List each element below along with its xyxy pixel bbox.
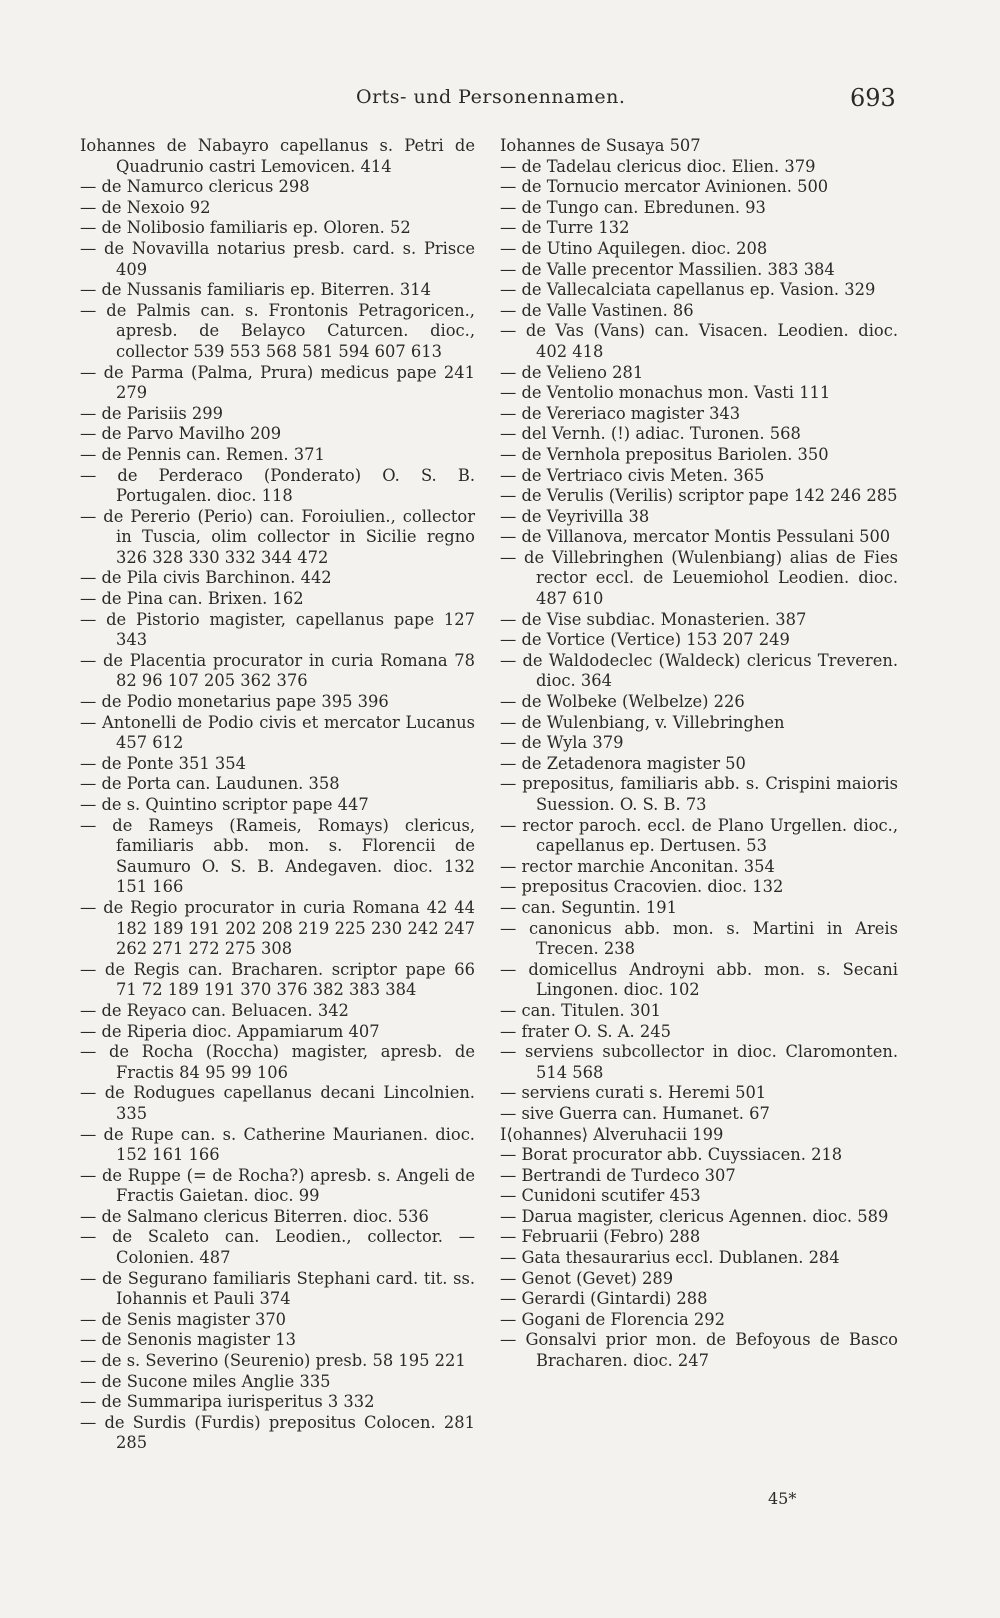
index-entry: — de Pila civis Barchinon. 442 [80,568,332,588]
index-entry: — Gonsalvi prior mon. de Befoyous de Basco Bracharen. dioc. 247 [500,1330,898,1371]
index-entry: — de Palmis can. s. Frontonis Petragoricen., apresb. de Belayco Caturcen. dioc., collector 539 553 568 581 594 607 613 [80,300,475,361]
index-entry: — de Scaleto can. Leodien., collector. — Colonien. 487 [80,1227,475,1268]
index-entry: — Gogani de Florencia 292 [500,1309,725,1329]
index-entry: — de Tornucio mercator Avinionen. 500 [500,177,829,197]
index-entry: — de Rameys (Rameis, Romays) clericus, familiaris abb. mon. s. Florencii de Saumuro O. S. B. Andegaven. dioc. 132 151 166 [80,815,475,897]
page-header [0,86,1000,116]
index-entry: — de Wulenbiang, v. Villebringhen [500,712,785,732]
index-entry: — de Namurco clericus 298 [80,177,310,197]
index-entry: — can. Seguntin. 191 [500,897,677,917]
index-entry: — de Vallecalciata capellanus ep. Vasion. 329 [500,280,876,300]
signature-mark: 45* [768,1489,797,1508]
index-entry: — de Regis can. Bracharen. scriptor pape 66 71 72 189 191 370 376 382 383 384 [80,959,475,1000]
index-entry: — de Vereriaco magister 343 [500,403,741,423]
index-entry: — de Vernhola prepositus Bariolen. 350 [500,444,829,464]
index-entry: — de Rocha (Roccha) magister, apresb. de Fractis 84 95 99 106 [80,1042,475,1082]
index-entry: — de Tadelau clericus dioc. Elien. 379 [500,156,816,176]
index-entry: — Februarii (Febro) 288 [500,1227,701,1247]
index-entry: — Cunidoni scutifer 453 [500,1186,701,1206]
index-entry: — de Pererio (Perio) can. Foroiulien., collector in Tuscia, olim collector in Sicilie regno 326 328 330 332 344 472 [80,506,475,567]
index-entry: — de Villebringhen (Wulenbiang) alias de Fies rector eccl. de Leuemiohol Leodien. dioc. 487 610 [500,547,898,609]
index-entry: — de Zetadenora magister 50 [500,753,746,773]
index-entry: — de Regio procurator in curia Romana 42 44 182 189 191 202 208 219 225 230 242 247 262 271 272 275 308 [80,897,475,959]
index-entry: — Borat procurator abb. Cuyssiacen. 218 [500,1145,843,1165]
index-entry: — de Vise subdiac. Monasterien. 387 [500,609,807,629]
index-entry: — de Waldodeclec (Waldeck) clericus Treveren. dioc. 364 [500,650,898,691]
index-entry: — de Valle precentor Massilien. 383 384 [500,259,835,279]
index-entry: — Darua magister, clericus Agennen. dioc. 589 [500,1206,889,1226]
index-entry: — Bertrandi de Turdeco 307 [500,1165,736,1185]
right-column [500,136,898,1372]
index-entry: — de Salmano clericus Biterren. dioc. 536 [80,1206,429,1226]
index-entry: — de Ventolio monachus mon. Vasti 111 [500,383,831,403]
index-entry: — de Reyaco can. Beluacen. 342 [80,1000,349,1020]
index-entry: I⟨ohannes⟩ Alveruhacii 199 [500,1124,724,1144]
index-entry: Iohannes de Susaya 507 [500,136,701,155]
index-entry: — de Verulis (Verilis) scriptor pape 142 246 285 [500,486,898,506]
index-entry: — Antonelli de Podio civis et mercator Lucanus 457 612 [80,712,475,753]
index-entry: — de Sucone miles Anglie 335 [80,1371,331,1391]
index-entry: — serviens curati s. Heremi 501 [500,1083,767,1103]
index-entry: — de Perderaco (Ponderato) O. S. B. Portugalen. dioc. 118 [80,465,475,506]
index-entry: — de Pina can. Brixen. 162 [80,589,304,609]
index-entry: — de Rupe can. s. Catherine Maurianen. dioc. 152 161 166 [80,1124,475,1165]
index-entry: — de Vertriaco civis Meten. 365 [500,465,765,485]
index-entry: — sive Guerra can. Humanet. 67 [500,1103,770,1123]
index-entry: — de Veyrivilla 38 [500,506,650,526]
index-entry: — frater O. S. A. 245 [500,1021,671,1041]
index-entry: — prepositus, familiaris abb. s. Crispini maioris Suession. O. S. B. 73 [500,774,898,814]
index-entry: — de Parma (Palma, Prura) medicus pape 241 279 [80,362,475,403]
index-entry: — del Vernh. (!) adiac. Turonen. 568 [500,424,801,444]
index-entry: — de Valle Vastinen. 86 [500,300,694,320]
index-entry: — de Ruppe (= de Rocha?) apresb. s. Angeli de Fractis Gaietan. dioc. 99 [80,1165,475,1206]
index-entry: — de Summaripa iurisperitus 3 332 [80,1392,375,1412]
index-entry: — de Wyla 379 [500,733,624,753]
index-entry: — de Pistorio magister, capellanus pape 127 343 [80,609,475,650]
index-entry: — serviens subcollector in dioc. Claromonten. 514 568 [500,1042,898,1082]
index-entry: — de Nexoio 92 [80,197,211,217]
index-entry: — de Riperia dioc. Appamiarum 407 [80,1021,380,1041]
index-entry: — de Rodugues capellanus decani Lincolnien. 335 [80,1083,475,1123]
index-entry: — de Vas (Vans) can. Visacen. Leodien. dioc. 402 418 [500,321,898,361]
index-entry: — prepositus Cracovien. dioc. 132 [500,877,784,897]
index-entry: — can. Titulen. 301 [500,1000,661,1020]
index-entry: — de Novavilla notarius presb. card. s. Prisce 409 [80,238,475,279]
index-entry: — de Parisiis 299 [80,403,223,423]
index-entry: — de Villanova, mercator Montis Pessulani 500 [500,527,891,547]
index-entry: — Gata thesaurarius eccl. Dublanen. 284 [500,1248,840,1268]
index-entry: — de Segurano familiaris Stephani card. tit. ss. Iohannis et Pauli 374 [80,1268,475,1309]
index-entry: — canonicus abb. mon. s. Martini in Areis Trecen. 238 [500,918,898,959]
index-entry: — rector marchie Anconitan. 354 [500,856,775,876]
index-entry: — de Senonis magister 13 [80,1330,296,1350]
index-entry: — de s. Severino (Seurenio) presb. 58 195 221 [80,1351,466,1371]
index-entry: — Gerardi (Gintardi) 288 [500,1289,708,1309]
index-entry: — de s. Quintino scriptor pape 447 [80,795,369,814]
index-entry: Iohannes de Nabayro capellanus s. Petri de Quadrunio castri Lemovicen. 414 [80,136,475,176]
running-title: Orts- und Personennamen. [356,86,626,108]
index-entry: — domicellus Androyni abb. mon. s. Secani Lingonen. dioc. 102 [500,959,898,1000]
index-entry: — de Vortice (Vertice) 153 207 249 [500,630,790,650]
index-entry: — de Surdis (Furdis) prepositus Colocen. 281 285 [80,1412,475,1453]
left-column [80,136,475,1454]
index-entry: — de Pennis can. Remen. 371 [80,444,325,464]
index-entry: — de Tungo can. Ebredunen. 93 [500,197,766,217]
index-entry: — de Parvo Mavilho 209 [80,424,282,444]
index-entry: — de Senis magister 370 [80,1309,287,1329]
index-entry: — de Utino Aquilegen. dioc. 208 [500,238,768,258]
index-entry: — Genot (Gevet) 289 [500,1268,674,1288]
index-entry: — de Turre 132 [500,218,630,238]
index-entry: — de Nussanis familiaris ep. Biterren. 314 [80,280,431,300]
index-entry: — rector paroch. eccl. de Plano Urgellen. dioc., capellanus ep. Dertusen. 53 [500,815,898,856]
index-entry: — de Ponte 351 354 [80,753,246,773]
index-entry: — de Placentia procurator in curia Romana 78 82 96 107 205 362 376 [80,650,475,691]
index-entry: — de Podio monetarius pape 395 396 [80,692,389,712]
index-entry: — de Nolibosio familiaris ep. Oloren. 52 [80,218,411,238]
index-entry: — de Porta can. Laudunen. 358 [80,774,340,794]
index-entry: — de Wolbeke (Welbelze) 226 [500,692,745,712]
page-number: 693 [850,84,896,112]
index-entry: — de Velieno 281 [500,362,644,382]
